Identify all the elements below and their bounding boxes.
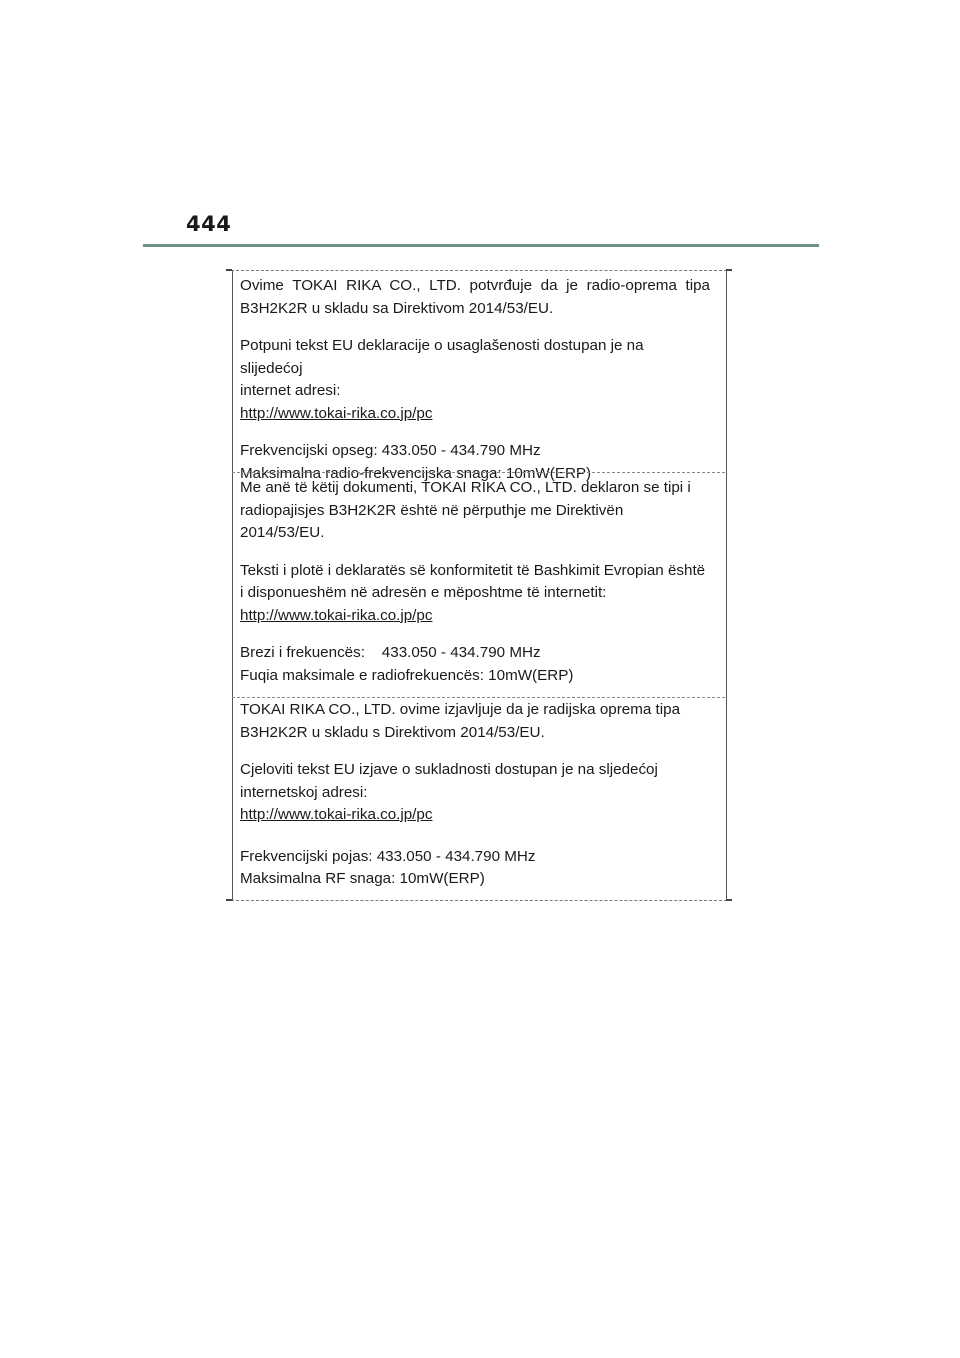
- text-line: TOKAI RIKA CO., LTD. ovime izjavljuje da je radijska oprema tipa: [240, 701, 681, 718]
- text-line: Brezi i frekuencës: 433.050 - 434.790 MHz: [240, 644, 541, 661]
- declaration-section-1: [240, 275, 710, 485]
- text-line: Maksimalna RF snaga: 10mW(ERP): [240, 870, 485, 887]
- declaration-section-2: [240, 477, 710, 687]
- section-divider: [232, 697, 725, 698]
- text-line: Me anë të këtij dokumenti, TOKAI RIKA CO., LTD. deklaron se tipi i: [240, 479, 691, 496]
- text-line: B3H2K2R u skladu sa Direktivom 2014/53/EU.: [240, 299, 554, 317]
- text-line: Teksti i plotë i deklaratës së konformitetit të Bashkimit Evropian është: [240, 561, 706, 579]
- declaration-url-link[interactable]: http://www.tokai-rika.co.jp/pc: [240, 606, 433, 624]
- box-top-edge: [226, 270, 732, 271]
- section-divider: [232, 472, 725, 473]
- text-line: radiopajisjes B3H2K2R është në përputhje me Direktivën: [240, 501, 624, 519]
- text-line: Ovime TOKAI RIKA CO., LTD. potvrđuje da je radio-oprema tipa: [240, 277, 710, 294]
- header-rule: [143, 244, 819, 247]
- page-number: 444: [186, 212, 232, 236]
- text-line: 2014/53/EU.: [240, 524, 325, 541]
- declaration-url-link[interactable]: http://www.tokai-rika.co.jp/pc: [240, 404, 433, 422]
- box-bottom-edge: [226, 900, 732, 901]
- text-line: Frekvencijski opseg: 433.050 - 434.790 MHz: [240, 442, 541, 459]
- text-line: B3H2K2R u skladu s Direktivom 2014/53/EU.: [240, 723, 545, 741]
- declaration-url-link[interactable]: http://www.tokai-rika.co.jp/pc: [240, 806, 433, 823]
- corner-mark: [726, 269, 732, 271]
- text-line: Potpuni tekst EU deklaracije o usaglašenosti dostupan je na slijedećoj: [240, 337, 644, 377]
- text-line: Maksimalna radio-frekvencijska snaga: 10mW(ERP): [240, 464, 592, 482]
- text-line: Frekvencijski pojas: 433.050 - 434.790 MHz: [240, 847, 536, 865]
- text-line: internet adresi:: [240, 382, 341, 399]
- text-line: i disponueshëm në adresën e mëposhtme të internetit:: [240, 584, 607, 601]
- text-line: internetskoj adresi:: [240, 783, 368, 801]
- declaration-section-3: [240, 699, 710, 891]
- corner-mark: [726, 899, 732, 901]
- text-line: Fuqia maksimale e radiofrekuencës: 10mW(ERP): [240, 666, 574, 684]
- text-line: Cjeloviti tekst EU izjave o sukladnosti dostupan je na sljedećoj: [240, 761, 658, 778]
- corner-mark: [226, 899, 232, 901]
- corner-mark: [226, 269, 232, 271]
